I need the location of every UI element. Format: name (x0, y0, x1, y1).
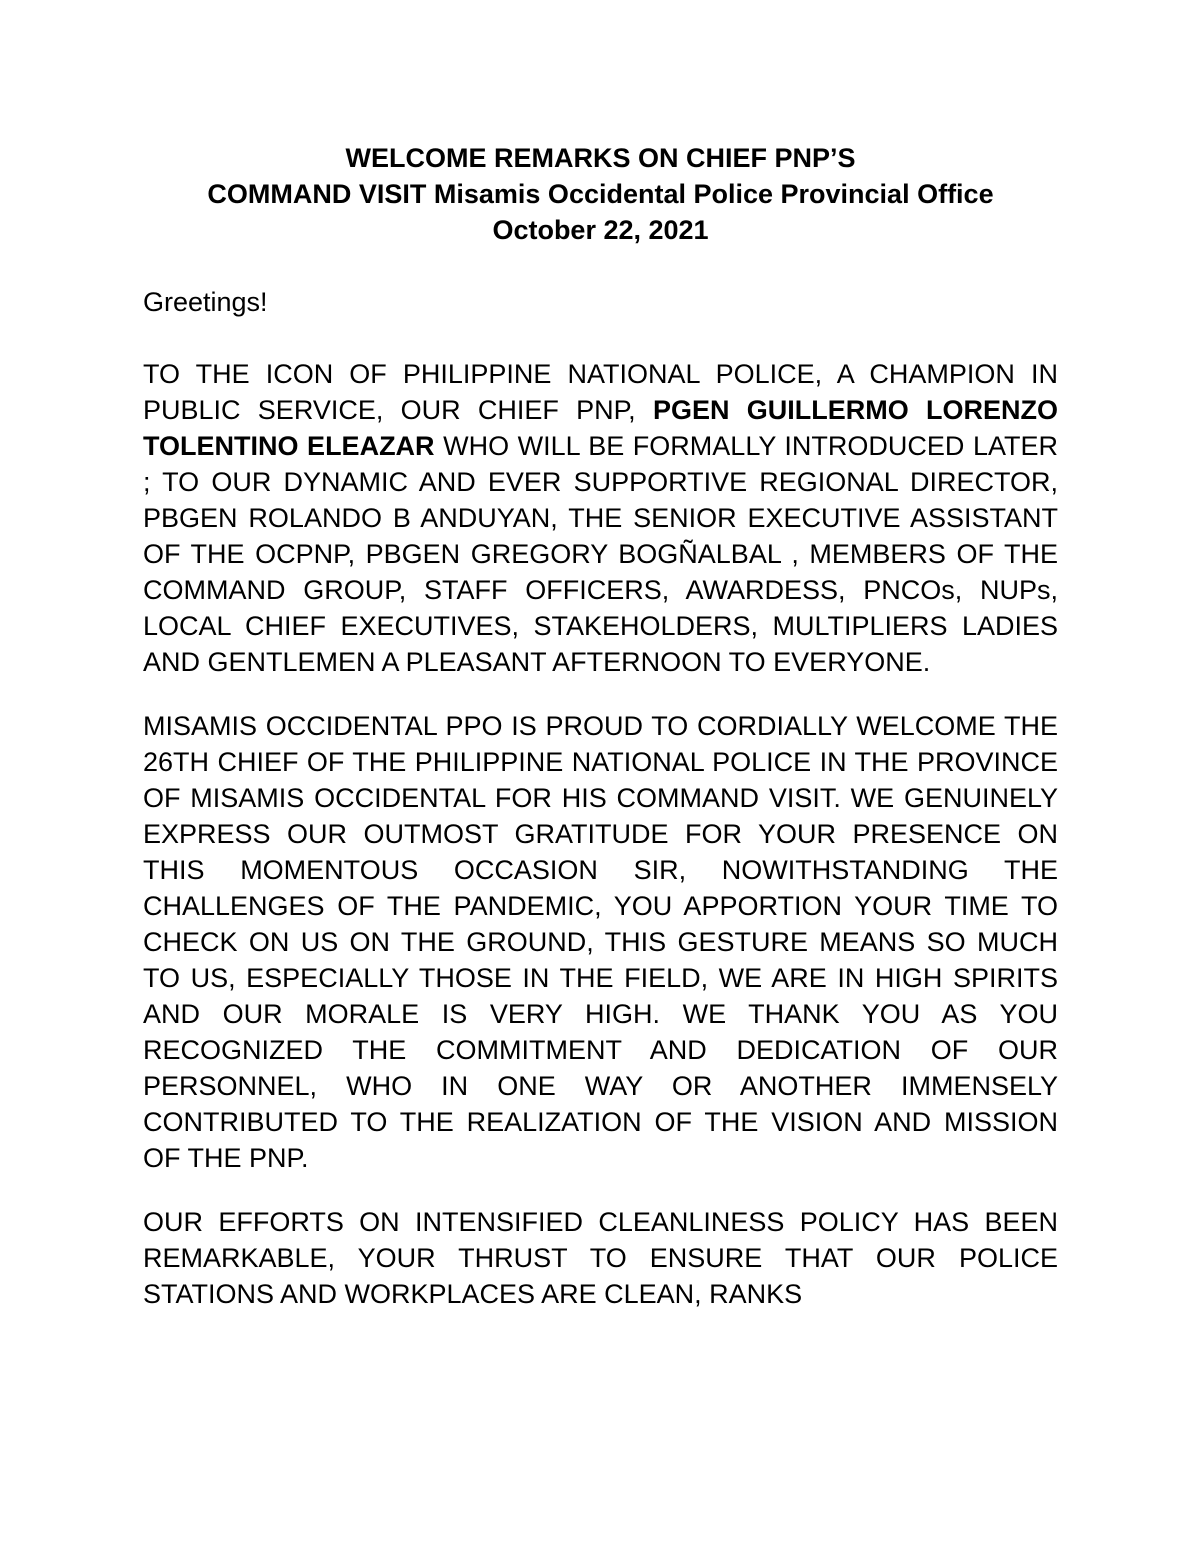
paragraph-welcome: MISAMIS OCCIDENTAL PPO IS PROUD TO CORDIALLY WELCOME THE 26TH CHIEF OF THE PHILIPPINE NATIONAL POLICE IN THE PROVINCE OF MISAMIS OCCIDENTAL FOR HIS COMMAND VISIT. WE GENUINELY EXPRESS OUR OUTMOST GRATITUDE FOR YOUR PRESENCE ON THIS MOMENTOUS OCCASION SIR, NOWITHSTANDING THE CHALLENGES OF THE PANDEMIC, YOU APPORTION YOUR TIME TO CHECK ON US ON THE GROUND, THIS GESTURE MEANS SO MUCH TO US, ESPECIALLY THOSE IN THE FIELD, WE ARE IN HIGH SPIRITS AND OUR MORALE IS VERY HIGH. WE THANK YOU AS YOU RECOGNIZED THE COMMITMENT AND DEDICATION OF OUR PERSONNEL, WHO IN ONE WAY OR ANOTHER IMMENSELY CONTRIBUTED TO THE REALIZATION OF THE VISION AND MISSION OF THE PNP. (143, 711, 1058, 1173)
salutation-text-start: TO THE ICON OF PHILIPPINE NATIONAL POLICE, A CHAMPION IN PUBLIC SERVICE, OUR CHIEF PNP, (143, 359, 1058, 425)
heading-date: October 22, 2021 (492, 215, 709, 245)
salutation-text-end: WHO WILL BE FORMALLY INTRODUCED LATER ; TO OUR DYNAMIC AND EVER SUPPORTIVE REGIONAL DIRECTOR, PBGEN ROLANDO B ANDUYAN, THE SENIOR EXECUTIVE ASSISTANT OF THE OCPNP, PBGEN GREGORY BOGÑALBAL , MEMBERS OF THE COMMAND GROUP, STAFF OFFICERS, AWARDESS, PNCOs, NUPs, LOCAL CHIEF EXECUTIVES, STAKEHOLDERS, MULTIPLIERS LADIES AND GENTLEMEN A PLEASANT AFTERNOON TO EVERYONE. (143, 431, 1058, 677)
chief-pnp-name: PGEN GUILLERMO LORENZO TOLENTINO ELEAZAR (143, 395, 1058, 461)
paragraph-salutation (143, 356, 1058, 680)
heading-subtitle: COMMAND VISIT Misamis Occidental Police Provincial Office (207, 179, 994, 209)
heading-title: WELCOME REMARKS ON CHIEF PNP’S (345, 143, 856, 173)
paragraph-cleanliness: OUR EFFORTS ON INTENSIFIED CLEANLINESS POLICY HAS BEEN REMARKABLE, YOUR THRUST TO ENSURE THAT OUR POLICE STATIONS AND WORKPLACES ARE CLEAN, RANKS (143, 1207, 1058, 1309)
greeting-text: Greetings! (143, 287, 268, 317)
document-page (143, 140, 1058, 1312)
document-heading (143, 140, 1058, 248)
